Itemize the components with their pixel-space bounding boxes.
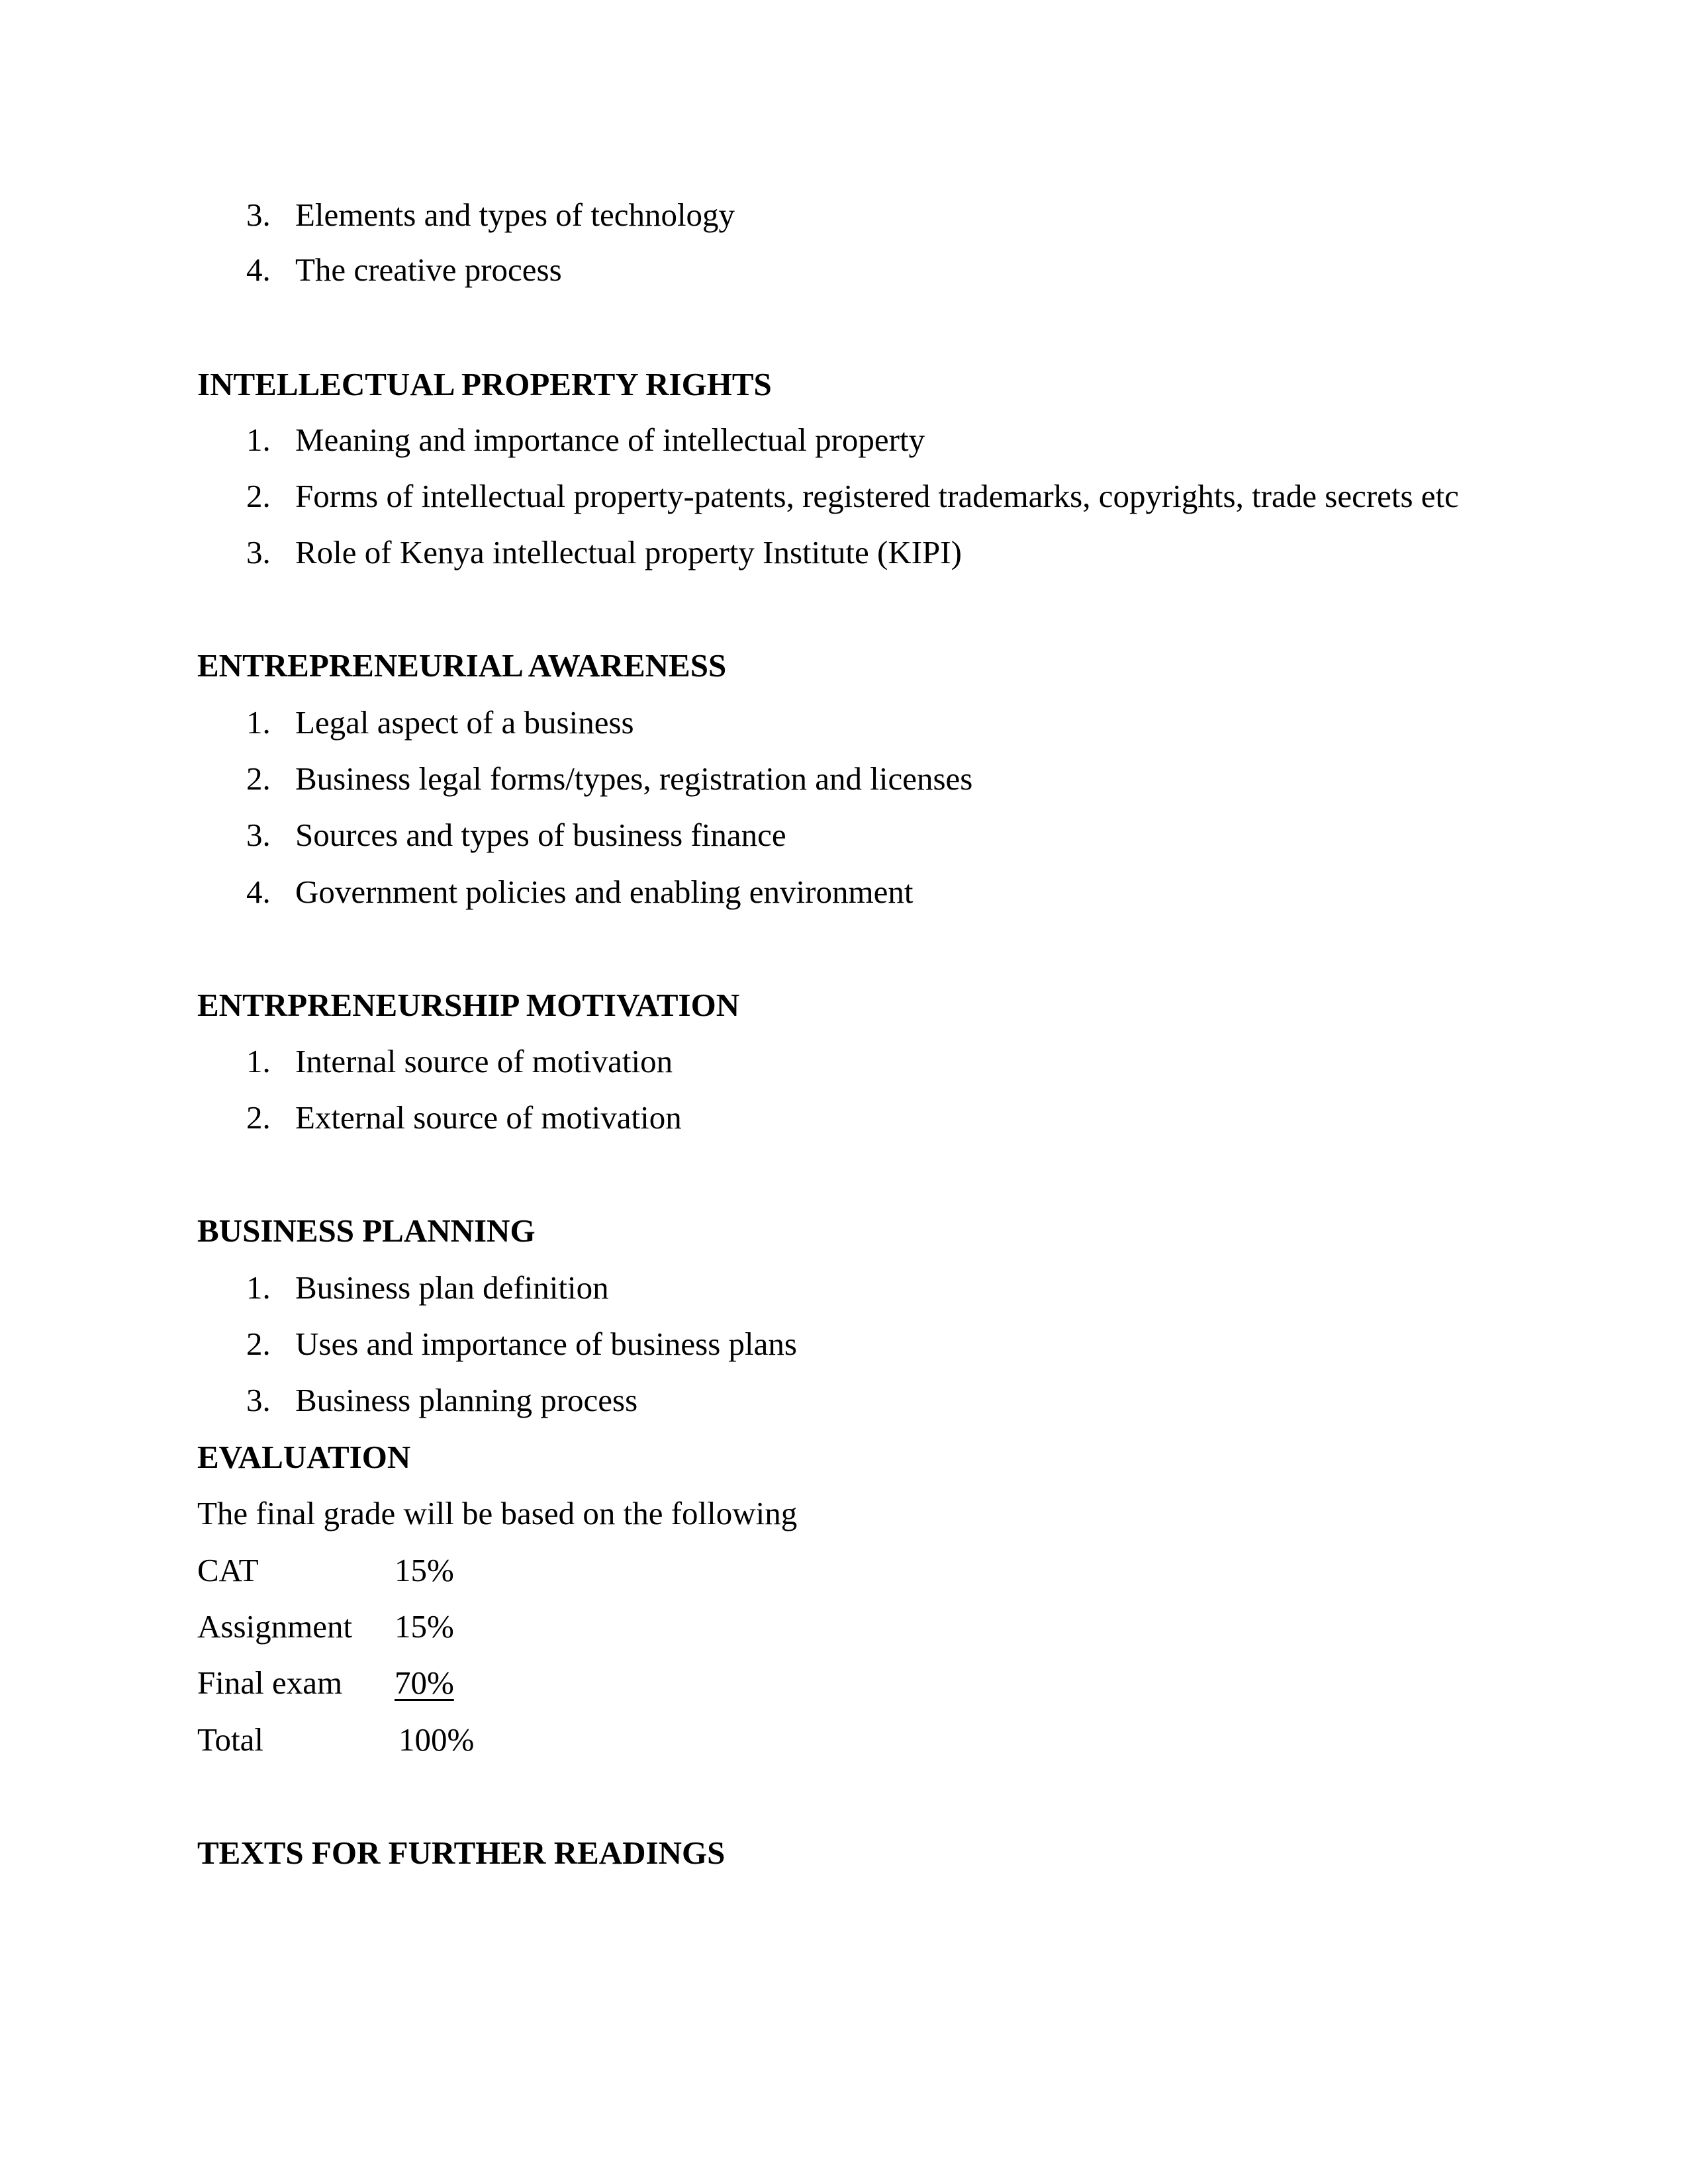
list-item-text: Business legal forms/types, registration and licenses xyxy=(295,760,973,797)
grade-component-weight: 70% xyxy=(395,1664,454,1701)
list-item-text: Internal source of motivation xyxy=(295,1043,673,1079)
list-item-number: 3. xyxy=(246,817,271,853)
list-item-number: 3. xyxy=(246,197,271,233)
section-heading: ENTRPRENEURSHIP MOTIVATION xyxy=(197,987,740,1023)
list-item-number: 2. xyxy=(246,1326,271,1362)
list-item-text: Business plan definition xyxy=(295,1269,609,1306)
list-item-text: Legal aspect of a business xyxy=(295,704,634,741)
list-item-text: Role of Kenya intellectual property Institute (KIPI) xyxy=(295,534,962,570)
list-item-number: 1. xyxy=(246,422,271,458)
grade-component-label: CAT xyxy=(197,1552,259,1588)
list-item-text: The creative process xyxy=(295,251,562,288)
list-item-text: Government policies and enabling environment xyxy=(295,874,914,910)
list-item-number: 1. xyxy=(246,704,271,741)
list-item-text: Meaning and importance of intellectual property xyxy=(295,422,925,458)
list-item-number: 4. xyxy=(246,874,271,910)
evaluation-intro: The final grade will be based on the following xyxy=(197,1495,798,1531)
list-item-text: Elements and types of technology xyxy=(295,197,735,233)
list-item-text: Uses and importance of business plans xyxy=(295,1326,797,1362)
grade-component-label: Assignment xyxy=(197,1608,353,1645)
list-item-text: Sources and types of business finance xyxy=(295,817,786,853)
list-item-number: 1. xyxy=(246,1043,271,1079)
further-readings-heading: TEXTS FOR FURTHER READINGS xyxy=(197,1835,726,1871)
grade-component-weight: 15% xyxy=(395,1608,454,1645)
section-heading: BUSINESS PLANNING xyxy=(197,1212,536,1249)
list-item-number: 1. xyxy=(246,1269,271,1306)
grade-component-label: Final exam xyxy=(197,1664,343,1701)
list-item-number: 3. xyxy=(246,1382,271,1418)
evaluation-heading: EVALUATION xyxy=(197,1439,411,1475)
grade-component-label: Total xyxy=(197,1721,263,1758)
list-item-number: 4. xyxy=(246,251,271,288)
section-heading: INTELLECTUAL PROPERTY RIGHTS xyxy=(197,366,772,402)
list-item-number: 2. xyxy=(246,478,271,514)
list-item-text: Forms of intellectual property-patents, registered trademarks, copyrights, trade secrets etc xyxy=(295,478,1459,514)
grade-component-weight: 15% xyxy=(395,1552,454,1588)
grade-component-weight: 100% xyxy=(399,1721,475,1758)
list-item-text: External source of motivation xyxy=(295,1099,682,1136)
list-item-number: 3. xyxy=(246,534,271,570)
list-item-number: 2. xyxy=(246,1099,271,1136)
list-item-text: Business planning process xyxy=(295,1382,638,1418)
section-heading: ENTREPRENEURIAL AWARENESS xyxy=(197,647,727,684)
list-item-number: 2. xyxy=(246,760,271,797)
